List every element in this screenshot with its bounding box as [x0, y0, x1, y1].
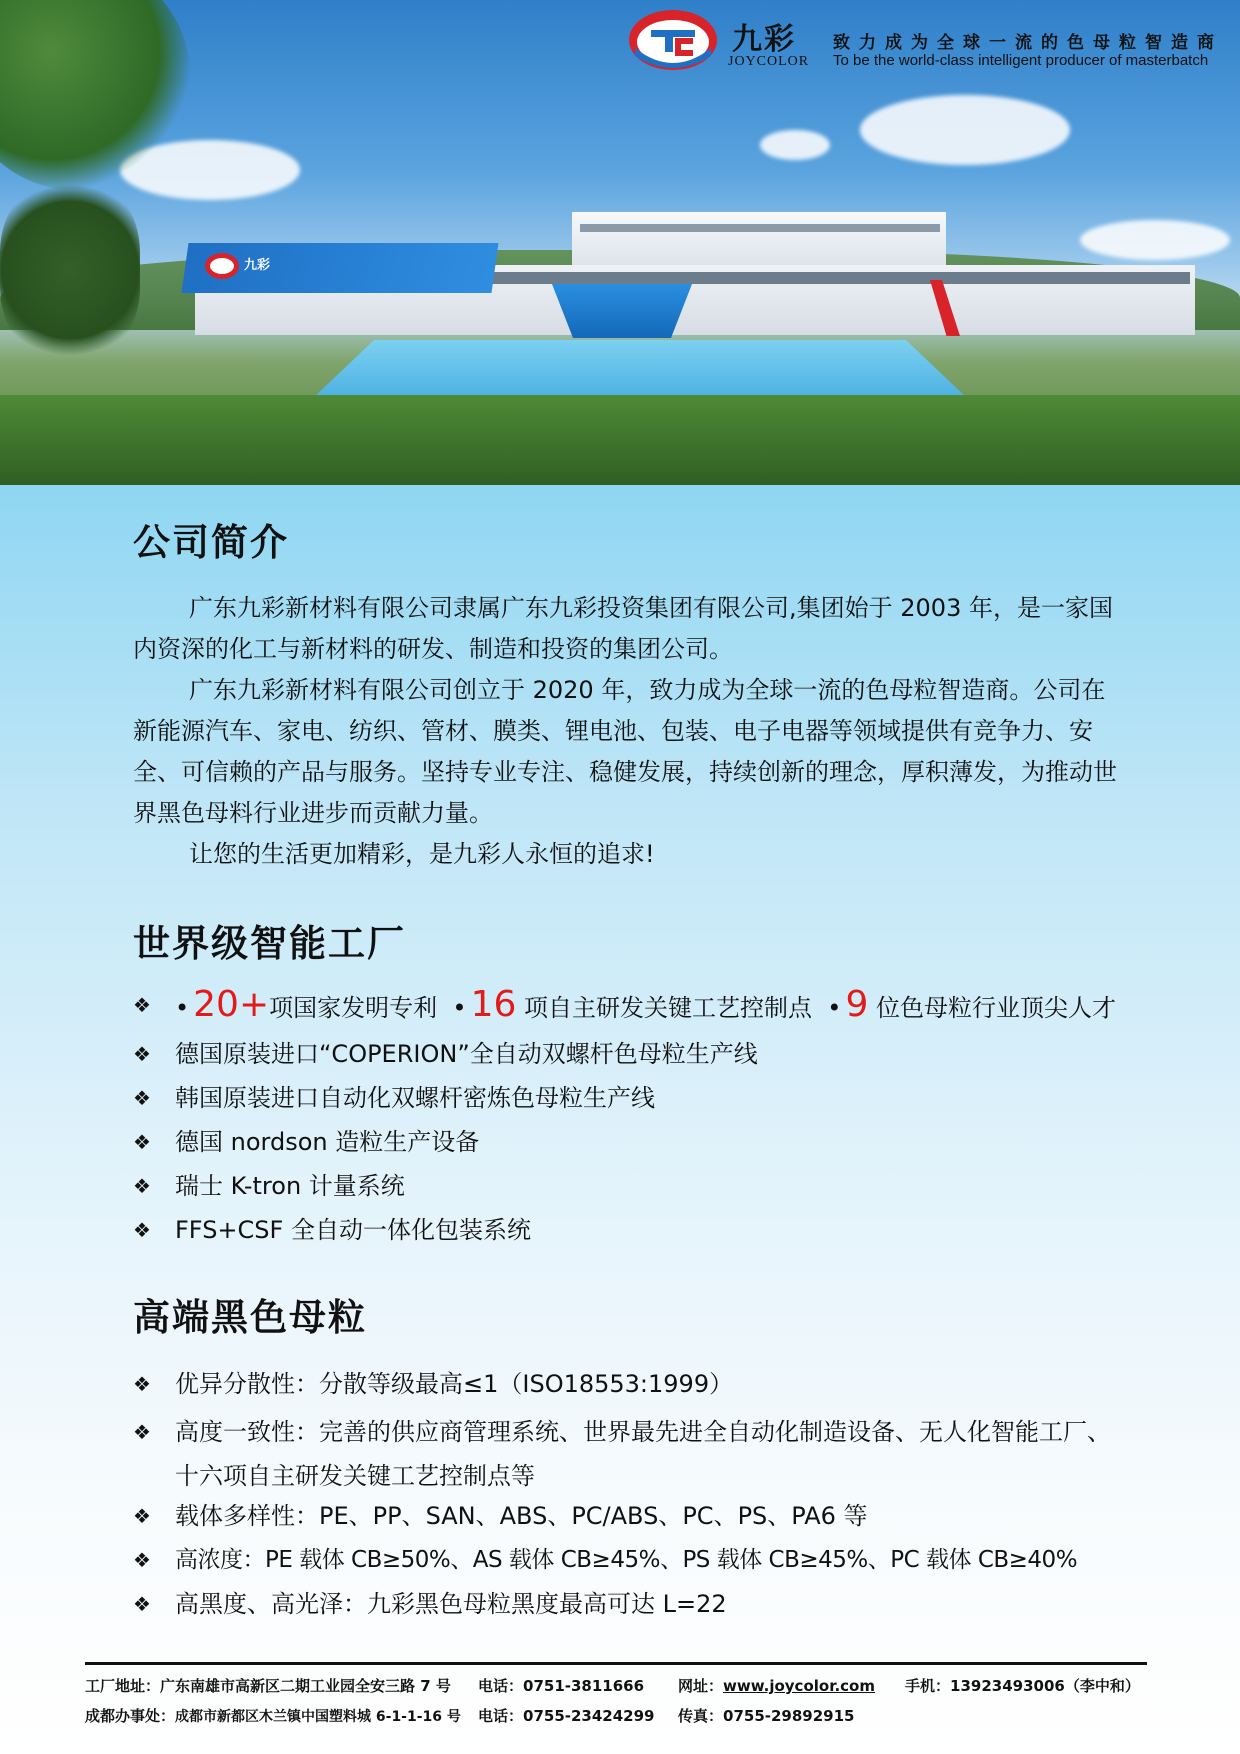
- brand-name-en: JOYCOLOR: [728, 54, 810, 69]
- cloud: [1080, 220, 1230, 260]
- product-list-item: ❖ 优异分散性：分散等级最高≤1（ISO18553:1999）: [133, 1366, 1133, 1402]
- product-list-item: ❖ 高度一致性：完善的供应商管理系统、世界最先进全自动化制造设备、无人化智能工厂、十六项自主研发关键工艺控制点等: [133, 1410, 1113, 1498]
- diamond-bullet-icon: ❖: [133, 993, 151, 1017]
- stat-label: 项自主研发关键工艺控制点: [524, 994, 813, 1022]
- stat-number: 20+: [193, 984, 270, 1025]
- diamond-bullet-icon: ❖: [133, 1420, 151, 1444]
- factory-list-item: ❖ 韩国原装进口自动化双螺杆密炼色母粒生产线: [133, 1080, 1133, 1116]
- section-title-intro: 公司简介: [133, 521, 289, 564]
- stat-label: 项国家发明专利: [269, 994, 438, 1022]
- intro-paragraph: 让您的生活更加精彩，是九彩人永恒的追求!: [189, 840, 655, 868]
- slogan-en: To be the world-class intelligent producer of masterbatch: [833, 52, 1209, 69]
- factory-phone: 电话：0751-3811666: [478, 1677, 645, 1695]
- diamond-bullet-icon: ❖: [133, 1042, 151, 1066]
- product-list-item: ❖ 高黑度、高光泽：九彩黑色母粒黑度最高可达 L=22: [133, 1586, 1133, 1622]
- stat-label: 位色母粒行业顶尖人才: [876, 994, 1117, 1022]
- building-window-band: [490, 272, 1190, 284]
- factory-stats-item: ❖ • 20+项国家发明专利 • 16 项自主研发关键工艺控制点 • 9 位色母粒行业顶尖人才: [133, 984, 1117, 1025]
- intro-paragraph: 广东九彩新材料有限公司隶属广东九彩投资集团有限公司,集团始于 2003 年，是一家国内资深的化工与新材料的研发、制造和投资的集团公司。: [133, 594, 1113, 663]
- footer-divider: [85, 1662, 1147, 1665]
- stat-number: 9: [845, 984, 869, 1025]
- cloud: [760, 130, 830, 160]
- office-fax: 传真：0755-29892915: [678, 1707, 855, 1725]
- diamond-bullet-icon: ❖: [133, 1504, 151, 1528]
- mobile-phone: 手机：13923493006（李中和）: [905, 1677, 1140, 1695]
- building-sign-text: 九彩: [244, 258, 271, 273]
- factory-list-item: ❖ FFS+CSF 全自动一体化包装系统: [133, 1212, 1133, 1248]
- factory-list-item: ❖ 德国 nordson 造粒生产设备: [133, 1124, 1133, 1160]
- diamond-bullet-icon: ❖: [133, 1174, 151, 1198]
- product-list-item: ❖ 高浓度：PE 载体 CB≥50%、AS 载体 CB≥45%、PS 载体 CB≥45%、PC 载体 CB≥40%: [133, 1542, 1153, 1578]
- building-logo-icon: [205, 253, 239, 279]
- factory-list-item: ❖ 德国原装进口“COPERION”全自动双螺杆色母粒生产线: [133, 1036, 1133, 1072]
- building-upper: [572, 212, 946, 268]
- diamond-bullet-icon: ❖: [133, 1372, 151, 1396]
- tree: [0, 180, 140, 360]
- slogan-cn: 致力成为全球一流的色母粒智造商: [833, 33, 1223, 53]
- building-window-band: [580, 224, 940, 232]
- diamond-bullet-icon: ❖: [133, 1218, 151, 1242]
- hero-banner: [0, 0, 1240, 485]
- office-address: 成都办事处：成都市新都区木兰镇中国塑料城 6-1-1-16 号: [85, 1707, 461, 1725]
- product-list-item: ❖ 载体多样性：PE、PP、SAN、ABS、PC/ABS、PC、PS、PA6 等: [133, 1498, 1133, 1534]
- lawn: [0, 395, 1240, 485]
- stat-number: 16: [470, 984, 517, 1025]
- website: 网址：www.joycolor.com: [678, 1677, 875, 1695]
- cloud: [860, 95, 1070, 165]
- factory-list-item: ❖ 瑞士 K-tron 计量系统: [133, 1168, 1133, 1204]
- building-entrance: [552, 284, 692, 338]
- factory-address: 工厂地址：广东南雄市高新区二期工业园全安三路 7 号: [85, 1677, 451, 1695]
- brand-name-cn: 九彩: [732, 22, 796, 57]
- diamond-bullet-icon: ❖: [133, 1086, 151, 1110]
- office-phone: 电话：0755-23424299: [478, 1707, 655, 1725]
- diamond-bullet-icon: ❖: [133, 1592, 151, 1616]
- diamond-bullet-icon: ❖: [133, 1548, 151, 1572]
- joycolor-logo-icon: [627, 8, 719, 72]
- section-title-product: 高端黑色母粒: [133, 1296, 367, 1339]
- section-title-factory: 世界级智能工厂: [133, 922, 406, 965]
- diamond-bullet-icon: ❖: [133, 1130, 151, 1154]
- website-link[interactable]: www.joycolor.com: [723, 1677, 875, 1695]
- intro-paragraph: 广东九彩新材料有限公司创立于 2020 年，致力成为全球一流的色母粒智造商。公司在新能源汽车、家电、纺织、管材、膜类、锂电池、包装、电子电器等领域提供有竞争力、安全、可信赖的产品与服务。坚持专业专注、稳健发展，持续创新的理念，厚积薄发，为推动世界黑色母料行业进步而贡献力量。: [133, 676, 1117, 827]
